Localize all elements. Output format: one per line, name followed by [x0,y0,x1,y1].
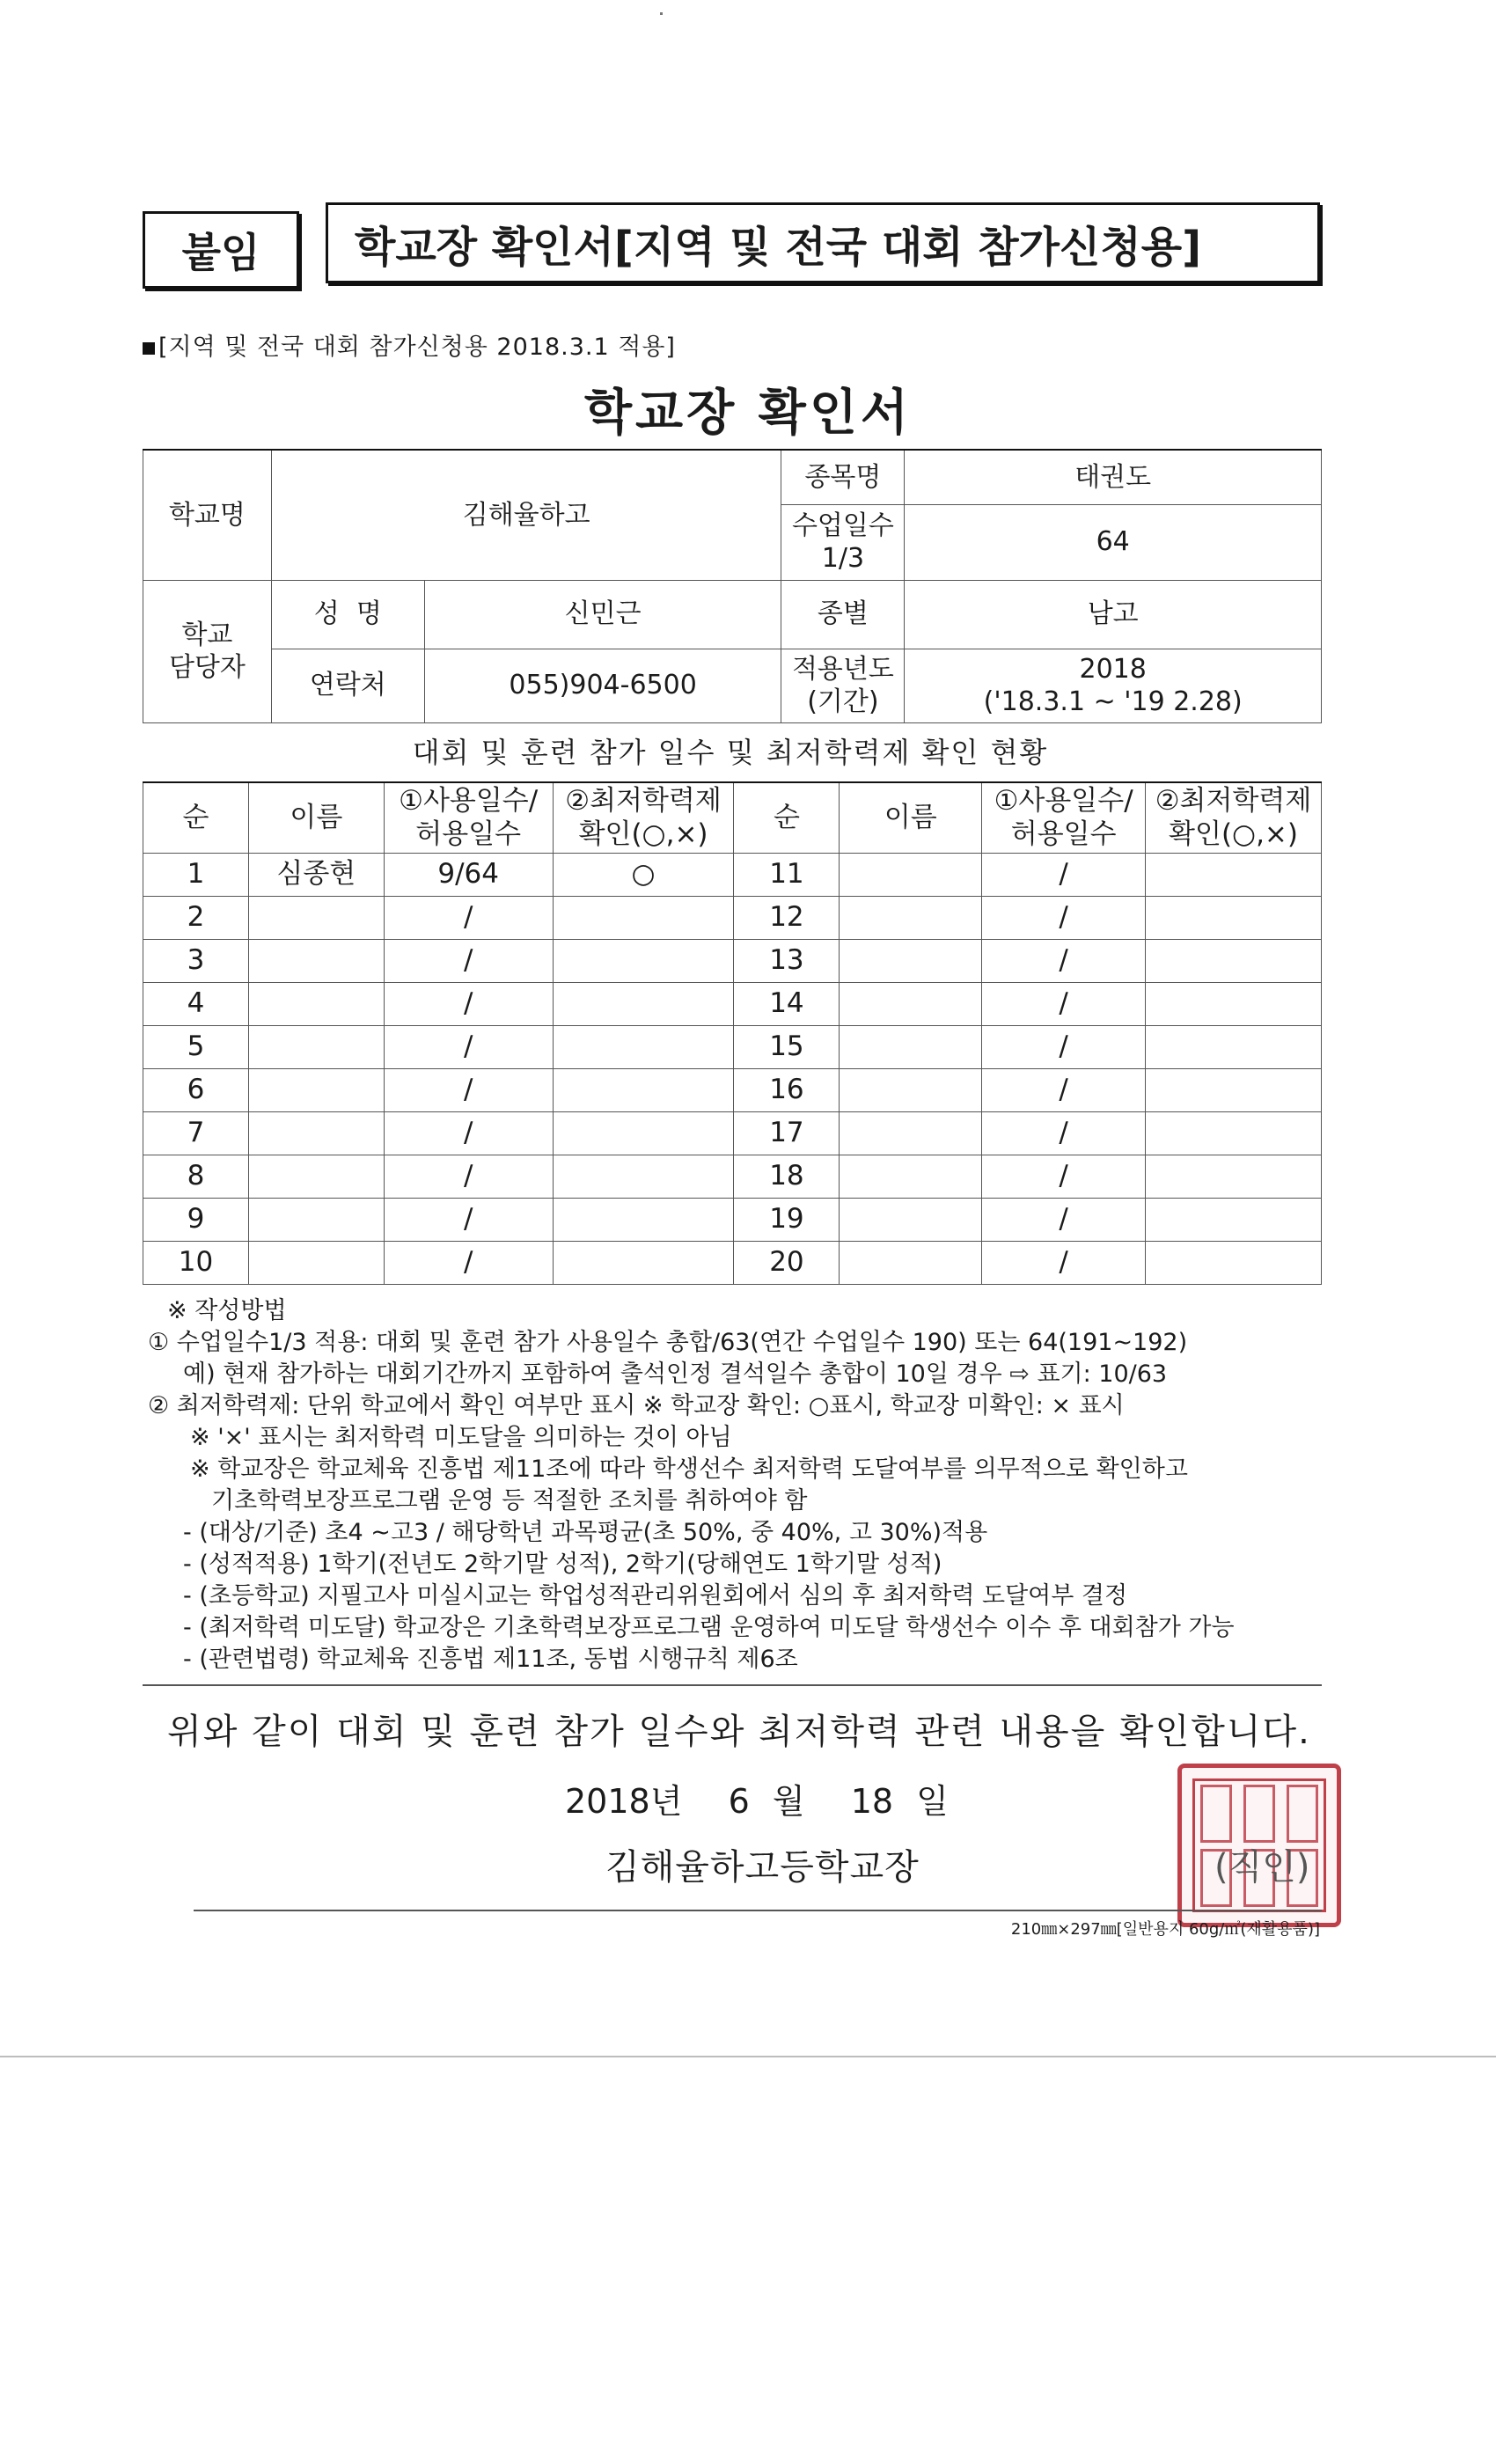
table-row [143,896,1322,939]
header-title: 학교장 확인서[지역 및 전국 대회 참가신청용] [326,202,1320,283]
seal-label: (직인) [1214,1847,1310,1888]
row-min-check [553,939,734,982]
table-row [143,853,1322,896]
confirmation-text: 위와 같이 대회 및 훈련 참가 일수와 최저학력 관련 내용을 확인합니다. [167,1712,1311,1752]
row-no: 5 [143,1025,249,1068]
row-name [248,1241,384,1284]
row-name: 심종현 [248,853,384,896]
staff-label [143,580,272,722]
row-no: 4 [143,982,249,1025]
school-principal: 김해율하고등학교장 [605,1847,920,1888]
row-name [248,982,384,1025]
note-line: 예) 현재 참가하는 대회기간까지 포함하여 출석인정 결석일수 총합이 10일 경우 ⇨ 표기: 10/63 [183,1360,1168,1388]
row-days: / [384,896,553,939]
header-days-2-line1: ①사용일수/ [994,784,1133,817]
table-row [143,982,1322,1025]
row-days: / [384,982,553,1025]
header-days-2-line2: 허용일수 [1010,818,1117,851]
header-min-line2: 확인(○,×) [578,818,708,851]
note-line: - (관련법령) 학교체육 진흥법 제11조, 동법 시행규칙 제6조 [183,1646,798,1673]
row-days: / [384,1198,553,1241]
class-days-label [781,504,905,580]
note-line: ※ '×' 표시는 최저학력 미도달을 의미하는 것이 아님 [190,1424,732,1451]
row-no: 18 [734,1155,840,1198]
class-days-label-line1: 수업일수 [791,510,894,541]
class-days-label-line2: 1/3 [821,543,865,574]
row-name [840,982,982,1025]
header-name-2: 이름 [840,782,982,853]
note-line: ① 수업일수1/3 적용: 대회 및 훈련 참가 사용일수 총합/63(연간 수업일수 190) 또는 64(191~192) [148,1329,1188,1356]
header-no: 순 [143,782,249,853]
row-days: / [982,853,1146,896]
form-subtitle [143,327,676,362]
row-min-check [553,1155,734,1198]
row-no: 8 [143,1155,249,1198]
header-days-line1: ①사용일수/ [399,784,539,817]
row-no: 1 [143,853,249,896]
contact-label: 연락처 [271,649,424,722]
instructions [148,1295,1327,1676]
year-label-line1: 적용년도 [791,653,894,685]
row-days: / [384,1111,553,1155]
row-days: / [982,1198,1146,1241]
row-min-check [1146,1025,1322,1068]
row-min-check [553,896,734,939]
row-name [248,1068,384,1111]
class-days-value: 64 [905,504,1322,580]
row-min-check [553,1068,734,1111]
event-label: 종목명 [781,450,905,504]
row-days: / [982,982,1146,1025]
row-name [248,1111,384,1155]
name-label: 성 명 [271,580,424,649]
row-min-check [1146,896,1322,939]
row-days: / [982,1241,1146,1284]
row-no: 15 [734,1025,840,1068]
row-no: 9 [143,1198,249,1241]
row-no: 11 [734,853,840,896]
header-days-line2: 허용일수 [415,818,522,851]
row-name [248,1025,384,1068]
row-name [840,1068,982,1111]
row-days: / [982,1155,1146,1198]
row-name [248,1198,384,1241]
scan-speck [660,12,663,15]
note-heading: ※ 작성방법 [167,1297,287,1324]
footer-divider [194,1910,1322,1911]
row-min-check [553,1025,734,1068]
table-row [143,1241,1322,1284]
issue-date: 2018년 6 월 18 일 [565,1782,949,1821]
row-no: 13 [734,939,840,982]
attachment-tag: 붙임 [143,211,299,289]
row-name [840,1198,982,1241]
event-value: 태권도 [905,450,1322,504]
staff-label-line2: 담당자 [168,652,246,683]
note-line: - (성적적용) 1학기(전년도 2학기말 성적), 2학기(당해연도 1학기말 성적) [183,1551,942,1578]
row-min-check [1146,853,1322,896]
header-min-line1: ②최저학력제 [565,784,722,817]
contact-value: 055)904-6500 [424,649,781,722]
year-value-line2: ('18.3.1 ~ '19 2.28) [983,686,1243,717]
table-row [143,1198,1322,1241]
table-row [143,1068,1322,1111]
year-value [905,649,1322,722]
row-min-check [1146,1155,1322,1198]
table-row [143,1025,1322,1068]
row-min-check [1146,1111,1322,1155]
row-no: 16 [734,1068,840,1111]
row-no: 20 [734,1241,840,1284]
page-title: 학교장 확인서 [583,385,913,442]
row-no: 12 [734,896,840,939]
note-line: ※ 학교장은 학교체육 진흥법 제11조에 따라 학생선수 최저학력 도달여부를 의무적으로 확인하고 [190,1456,1188,1483]
row-min-check [1146,1198,1322,1241]
header-no-2: 순 [734,782,840,853]
row-name [840,939,982,982]
section-title: 대회 및 훈련 참가 일수 및 최저학력제 확인 현황 [412,736,1049,769]
table-row [143,1111,1322,1155]
note-line: - (대상/기준) 초4 ~고3 / 해당학년 과목평균(초 50%, 중 40%, 고 30%)적용 [183,1519,988,1546]
row-min-check: ○ [553,853,734,896]
row-name [248,1155,384,1198]
row-days: / [384,1025,553,1068]
participation-table [143,781,1322,1285]
row-days: / [982,1068,1146,1111]
row-name [840,1155,982,1198]
row-min-check [553,982,734,1025]
row-name [840,1025,982,1068]
row-name [840,1241,982,1284]
row-no: 6 [143,1068,249,1111]
paper-spec: 210㎜×297㎜[일반용지 60g/㎡(재활용품)] [1010,1920,1320,1939]
row-name [840,896,982,939]
row-no: 14 [734,982,840,1025]
row-no: 7 [143,1111,249,1155]
row-no: 3 [143,939,249,982]
row-min-check [553,1241,734,1284]
header-min-2-line1: ②최저학력제 [1155,784,1312,817]
row-days: 9/64 [384,853,553,896]
school-label: 학교명 [143,450,272,580]
gender-label: 종별 [781,580,905,649]
header-days-2 [982,782,1146,853]
table-row [143,939,1322,982]
row-name [840,1111,982,1155]
staff-label-line1: 학교 [181,619,233,650]
gender-value: 남고 [905,580,1322,649]
row-name [248,896,384,939]
row-days: / [384,939,553,982]
note-line: 기초학력보장프로그램 운영 등 적절한 조치를 취하여야 함 [211,1487,808,1514]
row-min-check [1146,1241,1322,1284]
header-min-2 [1146,782,1322,853]
row-min-check [1146,1068,1322,1111]
divider [143,1684,1322,1686]
row-days: / [384,1241,553,1284]
subtitle-text: [지역 및 전국 대회 참가신청용 2018.3.1 적용] [158,334,676,361]
row-days: / [982,939,1146,982]
header-name: 이름 [248,782,384,853]
note-line: - (최저학력 미도달) 학교장은 기초학력보장프로그램 운영하여 미도달 학생선수 이수 후 대회참가 가능 [183,1614,1235,1641]
row-no: 10 [143,1241,249,1284]
school-name: 김해율하고 [271,450,781,580]
row-name [840,853,982,896]
year-label-line2: (기간) [807,686,879,717]
table-header-row [143,782,1322,853]
square-bullet-icon [143,342,155,355]
header-min [553,782,734,853]
note-line: ② 최저학력제: 단위 학교에서 확인 여부만 표시 ※ 학교장 확인: ○표시, 학교장 미확인: × 표시 [148,1392,1125,1419]
header-min-2-line2: 확인(○,×) [1169,818,1299,851]
year-value-line1: 2018 [1079,653,1147,685]
row-min-check [553,1111,734,1155]
row-min-check [1146,939,1322,982]
row-days: / [982,896,1146,939]
header-days [384,782,553,853]
note-line: - (초등학교) 지필고사 미실시교는 학업성적관리위원회에서 심의 후 최저학력 도달여부 결정 [183,1582,1128,1610]
table-row [143,1155,1322,1198]
school-info-table [143,449,1322,723]
row-no: 17 [734,1111,840,1155]
row-days: / [982,1025,1146,1068]
name-value: 신민근 [424,580,781,649]
row-no: 19 [734,1198,840,1241]
row-no: 2 [143,896,249,939]
row-name [248,939,384,982]
row-days: / [384,1068,553,1111]
year-label [781,649,905,722]
row-min-check [1146,982,1322,1025]
row-min-check [553,1198,734,1241]
row-days: / [384,1155,553,1198]
row-days: / [982,1111,1146,1155]
